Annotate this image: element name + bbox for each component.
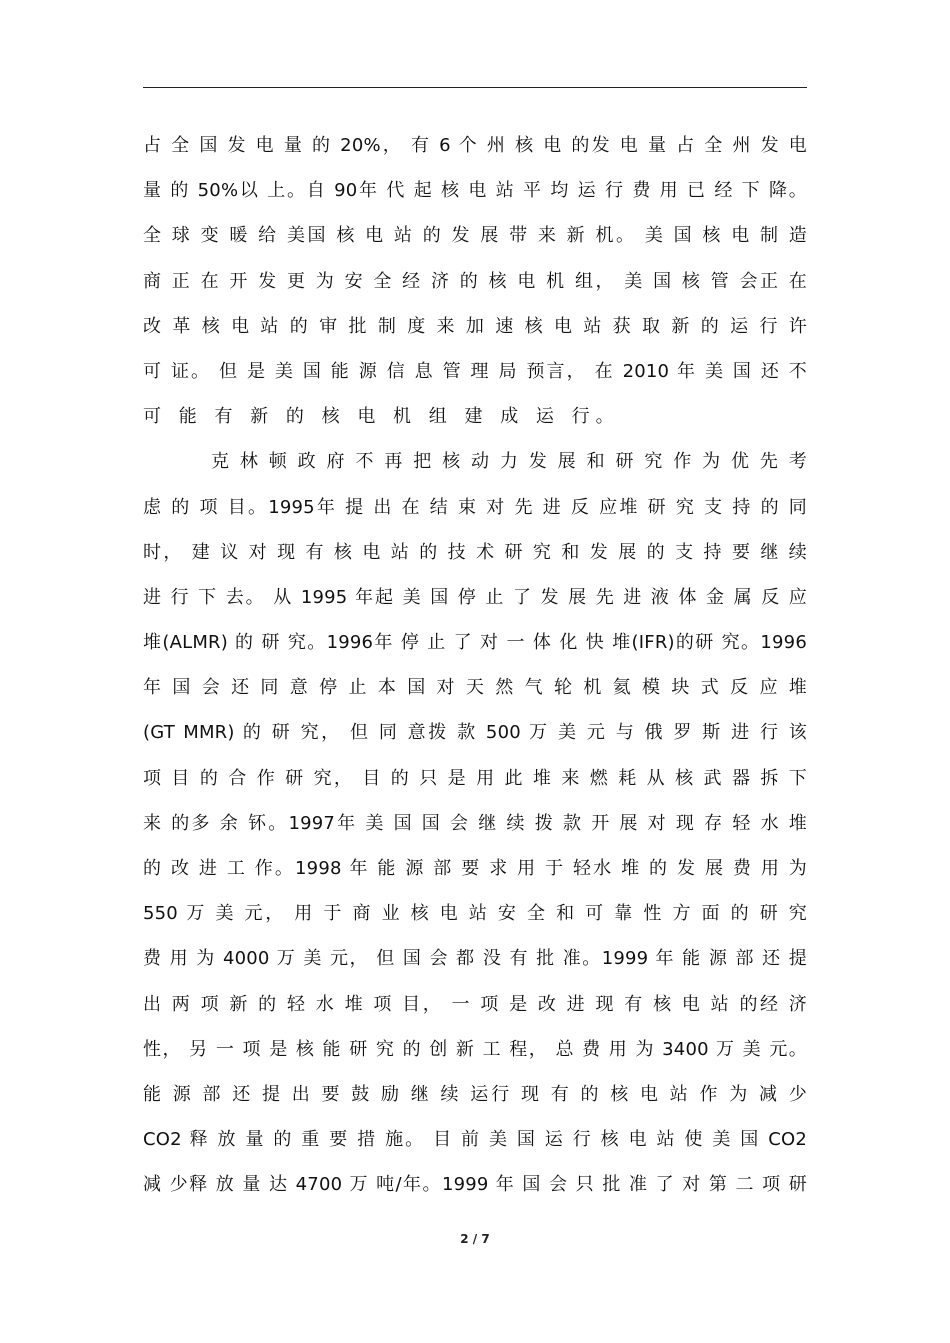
text-line: 改 革 核 电 站 的 审 批 制 度 来 加 速 核 电 站 获 取 新 的 运 行 许	[143, 315, 807, 337]
text-line: 550 万 美 元， 用 于 商 业 核 电 站 安 全 和 可 靠 性 方 面 的 研 究	[143, 903, 807, 925]
text-line: (GT MMR) 的 研 究， 但 同 意拨 款 500 万 美 元 与 俄 罗 斯 进 行 该	[143, 722, 807, 744]
text-line: 进 行 下 去。 从 1995 年起 美 国 停 止 了 发 展 先 进 液 体 金 属 反 应	[143, 586, 807, 608]
text-line: 的 改 进 工 作。1998 年 能 源 部 要 求 用 于 轻水 堆 的 发 展 费 用 为	[143, 858, 807, 879]
text-line: CO2 释 放 量 的 重 要 措 施。 目 前 美 国 运 行 核 电 站 使 美 国 CO2	[143, 1129, 807, 1151]
text-line: 费 用 为 4000 万 美 元， 但 国 会 都 没 有 批 准。1999 年 能 源 部 还 提	[143, 948, 807, 970]
page-number: 2 / 7	[460, 1232, 490, 1246]
text-line: 能 源 部 还 提 出 要 鼓 励 继 续 运行 现 有 的 核 电 站 作 为 减 少	[143, 1083, 807, 1105]
text-line: 来 的多 余 钚。1997年 美 国 国 会 继 续 拨 款 开 展 对 现 存 轻 水 堆	[143, 812, 807, 834]
text-line: 性， 另 一 项 是 核 能 研 究 的 创 新 工 程， 总 费 用 为 3400 万 美 元。	[143, 1038, 807, 1060]
text-line: 出 两 项 新 的 轻 水 堆 项 目， 一 项 是 改 进 现 有 核 电 站 的经 济	[143, 993, 807, 1015]
text-line: 可 能 有 新 的 核 电 机 组 建 成 运 行。	[143, 406, 620, 428]
text-line: 虑 的 项 目。1995年 提 出 在 结 束 对 先 进 反 应堆 研 究 支 持 的 同	[143, 496, 807, 518]
text-line: 年 国 会 还 同 意 停 止 本 国 对 天 然 气 轮 机 氦 模 块 式 反 应 堆	[143, 677, 807, 699]
text-line: 减 少释 放 量 达 4700 万 吨/年。1999 年 国 会 只 批 准 了 对 第 二 项 研	[143, 1174, 807, 1196]
text-line: 全 球 变 暖 给 美国 核 电 站 的 发 展 带 来 新 机。 美 国 核 电 制 造	[143, 225, 807, 247]
text-line: 量 的 50%以 上。自 90年 代 起 核 电 站 平 均 运 行 费 用 已 经 下 降。	[143, 180, 807, 202]
text-line: 可 证。 但 是 美 国 能 源 信 息 管 理 局 预言， 在 2010 年 美 国 还 不	[143, 360, 807, 382]
text-line: 占 全 国 发 电 量 的 20%， 有 6 个 州 核 电 的发 电 量 占 全 州 发 电	[143, 135, 807, 156]
header-divider	[143, 87, 807, 88]
text-line: 时， 建 议 对 现 有 核 电 站 的 技 术 研 究 和 发 展 的 支 持 要 继 续	[143, 541, 807, 563]
text-line: 商 正 在 开 发 更 为 安 全 经 济 的 核 电 机 组， 美 国 核 管 会正 在	[143, 270, 807, 292]
body-text	[143, 128, 807, 1213]
text-line: 堆(ALMR) 的 研 究。1996年 停 止 了 对 一 体 化 快 堆(IFR)的研 究。1996	[143, 632, 807, 654]
text-line: 项 目 的 合 作 研 究， 目 的 只 是 用 此 堆 来 燃 耗 从 核 武 器 拆 下	[143, 767, 807, 789]
text-line-indented: 克 林 顿 政 府 不 再 把 核 动 力 发 展 和 研 究 作 为 优 先 考	[211, 451, 807, 473]
